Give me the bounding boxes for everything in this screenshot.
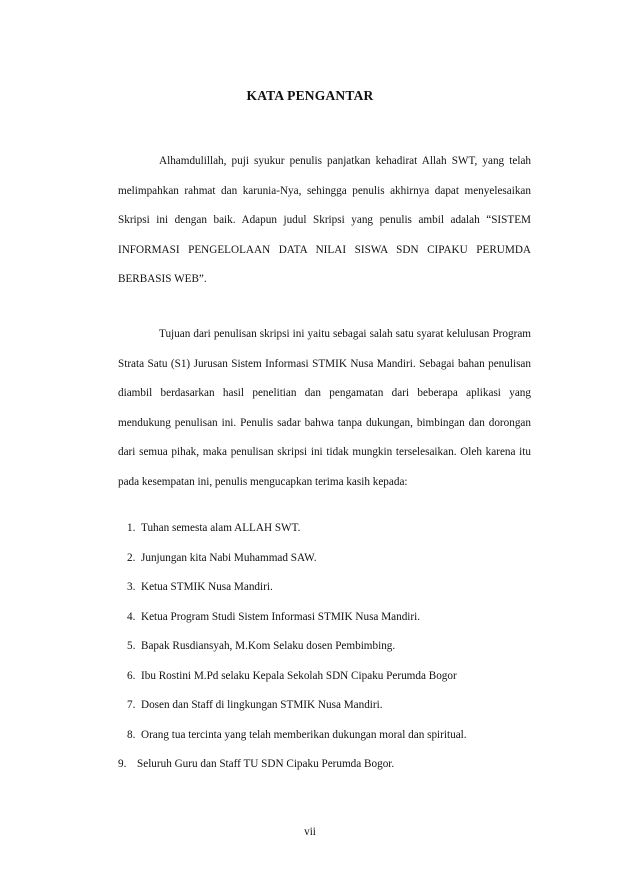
- list-item-number: 3.: [127, 581, 136, 593]
- list-item-number: 8.: [127, 728, 136, 741]
- list-item-number: 4.: [127, 610, 136, 623]
- list-item-number: 2.: [127, 551, 136, 564]
- list-item-number: 5.: [127, 640, 136, 652]
- list-item-text: Ketua STMIK Nusa Mandiri.: [141, 581, 273, 593]
- list-item-number: 6.: [127, 669, 136, 682]
- paragraph-purpose: Tujuan dari penulisan skripsi ini yaitu sebagai salah satu syarat kelulusan Program Strata Satu (S1) Jurusan Sistem Informasi STMIK Nusa Mandiri. Sebagai bahan penulisan diambil berdasarkan hasil penelitian dan pengamatan dari beberapa aplikasi yang mendukung penulisan ini. Penulis sadar bahwa tanpa dukungan, bimbingan dan dorongan dari semua pihak, maka penulisan skripsi ini tidak mungkin terselesaikan. Oleh karena itu pada kesempatan ini, penulis mengucapkan terima kasih kepada:: [118, 328, 531, 488]
- list-item-text: Dosen dan Staff di lingkungan STMIK Nusa Mandiri.: [141, 699, 383, 711]
- list-item-text: Ibu Rostini M.Pd selaku Kepala Sekolah SDN Cipaku Perumda Bogor: [141, 669, 457, 682]
- list-item-text: Seluruh Guru dan Staff TU SDN Cipaku Perumda Bogor.: [137, 758, 395, 770]
- list-item-number: 7.: [127, 699, 136, 711]
- list-item-text: Junjungan kita Nabi Muhammad SAW.: [141, 551, 317, 564]
- list-item-number: 9.: [118, 758, 127, 770]
- list-item-text: Bapak Rusdiansyah, M.Kom Selaku dosen Pembimbing.: [141, 640, 396, 652]
- page-title: KATA PENGANTAR: [246, 88, 374, 103]
- list-item-number: 1.: [127, 522, 136, 534]
- list-item-text: Orang tua tercinta yang telah memberikan dukungan moral dan spiritual.: [141, 728, 467, 741]
- list-item-text: Tuhan semesta alam ALLAH SWT.: [141, 522, 301, 534]
- page-number: vii: [304, 826, 316, 838]
- paragraph-opening: Alhamdulillah, puji syukur penulis panjatkan kehadirat Allah SWT, yang telah melimpahkan rahmat dan karunia-Nya, sehingga penulis akhirnya dapat menyelesaikan Skripsi ini dengan baik. Adapun judul Skripsi yang penulis ambil adalah “SISTEM INFORMASI PENGELOLAAN DATA NILAI SISWA SDN CIPAKU PERUMDA BERBASIS WEB”.: [118, 155, 531, 285]
- list-item-text: Ketua Program Studi Sistem Informasi STMIK Nusa Mandiri.: [141, 610, 421, 623]
